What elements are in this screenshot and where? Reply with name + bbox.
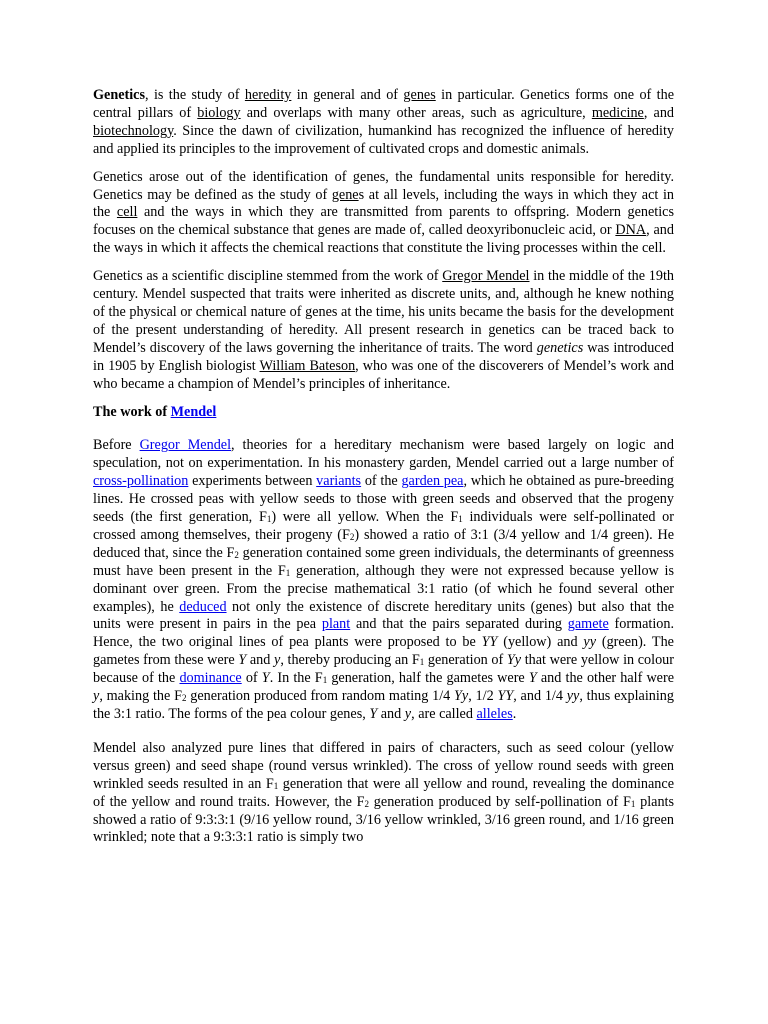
paragraph-genes: Genetics arose out of the identification of genes, the fundamental units responsible for heredity. Genetics may be defined as the study of genes at all levels, including the ways in which they act in the cell and the ways in which they are transmitted from parents to offspring. Modern genetics focuses on the chemical substance that genes are made of, called deoxyribonucleic acid, or DNA, and the ways in which it affects the chemical reactions that constitute the living processes within the cell. bbox=[93, 168, 674, 257]
link-gamete[interactable]: gamete bbox=[567, 616, 609, 633]
link-mendel-heading[interactable]: Mendel bbox=[170, 403, 217, 420]
term-genetics: Genetics bbox=[93, 87, 146, 103]
link-variants[interactable]: variants bbox=[316, 473, 362, 490]
link-cross-pollination[interactable]: cross-pollination bbox=[93, 473, 189, 490]
link-deduced[interactable]: deduced bbox=[179, 598, 227, 615]
link-heredity[interactable]: heredity bbox=[244, 87, 292, 103]
link-dna[interactable]: DNA bbox=[615, 222, 647, 239]
link-medicine[interactable]: medicine bbox=[591, 104, 644, 121]
paragraph-intro: Genetics, is the study of heredity in general and of genes in particular. Genetics forms one of the central pillars of biology and overlaps with many other areas, such as agriculture, medicine, and biotechnology. Since the dawn of civilization, humankind has recognized the influence of heredity and applied its principles to the improvement of cultivated crops and domestic animals. bbox=[93, 87, 675, 157]
link-biotechnology[interactable]: biotechnology bbox=[93, 122, 174, 139]
link-garden-pea[interactable]: garden pea bbox=[401, 473, 464, 490]
document-body bbox=[93, 87, 674, 857]
link-william-bateson[interactable]: William Bateson bbox=[259, 357, 356, 374]
link-biology[interactable]: biology bbox=[197, 104, 241, 121]
paragraph-discipline: Genetics as a scientific discipline stemmed from the work of Gregor Mendel in the middle of the 19th century. Mendel suspected that traits were inherited as discrete units, and, although he knew nothing of the physical or chemical nature of genes at the time, his units became the basis for the development of the present understanding of heredity. All present research in genetics can be traced back to Mendel’s discovery of the laws governing the inheritance of traits. The word genetics was introduced in 1905 by English biologist William Bateson, who was one of the discoverers of Mendel’s work and who became a champion of Mendel’s principles of inheritance. bbox=[93, 268, 675, 392]
link-alleles[interactable]: alleles bbox=[476, 706, 513, 722]
link-plant[interactable]: plant bbox=[321, 616, 351, 633]
link-cell[interactable]: cell bbox=[116, 204, 138, 221]
link-dominance[interactable]: dominance bbox=[179, 670, 242, 687]
link-genes[interactable]: genes bbox=[403, 87, 436, 103]
paragraph-mendel-experiments: Before Gregor Mendel, theories for a hereditary mechanism were based largely on logic and speculation, not on experimentation. In his monastery garden, Mendel carried out a large number of cross-pollination experiments between variants of the garden pea, which he obtained as pure-breeding lines. He crossed peas with yellow seeds to those with green seeds and observed that the progeny seeds (the first generation, $F_1$) were all yellow. When the $F_1$ individuals were self-pollinated or crossed among themselves, their progeny $(F_2)$ showed a ratio of 3:1 (3/4 yellow and 1/4 green). He deduced that, since the $F_2$ generation contained some green individuals, the determinants of greenness must have been present in the $F_1$ generation, although they were not expressed because yellow is dominant over green. From the precise mathematical 3:1 ratio (of which he found several other examples), he deduced not only the existence of discrete hereditary units (genes) but also that the units were present in pairs in the pea plant and that the pairs separated during gamete formation. Hence, the two original lines of pea plants were proposed to be YY (yellow) and yy (green). The gametes from these were Y and y, thereby producing an $F_1$ generation of Yy that were yellow in colour because of the dominance of Y. In the $F_1$ generation, half the gametes were Y and the other half were y, making the $F_2$ generation produced from random mating 1/4 Yy, 1/2 YY, and 1/4 yy, thus explaining the 3:1 ratio. The forms of the pea colour genes, Y and y, are called alleles. bbox=[93, 437, 675, 722]
section-heading: The work of Mendel bbox=[93, 403, 217, 420]
term-genetics-italic: genetics bbox=[536, 339, 584, 356]
paragraph-dihybrid: Mendel also analyzed pure lines that differed in pairs of characters, such as seed colour (yellow versus green) and seed shape (round versus wrinkled). The cross of yellow round seeds with green wrinkled seeds resulted in an $F_1$ generation that were all yellow and round, revealing the dominance of the yellow and round traits. However, the $F_2$ generation produced by self-pollination of $F_1$ plants showed a ratio of 9:3:3:1 (9/16 yellow round, 3/16 yellow wrinkled, 3/16 green round, and 1/16 green wrinkled; note that a 9:3:3:1 ratio is simply two bbox=[93, 739, 675, 846]
link-gene[interactable]: gene bbox=[331, 186, 359, 203]
link-gregor-mendel[interactable]: Gregor Mendel bbox=[442, 268, 530, 285]
link-gregor-mendel-2[interactable]: Gregor Mendel bbox=[139, 437, 232, 454]
